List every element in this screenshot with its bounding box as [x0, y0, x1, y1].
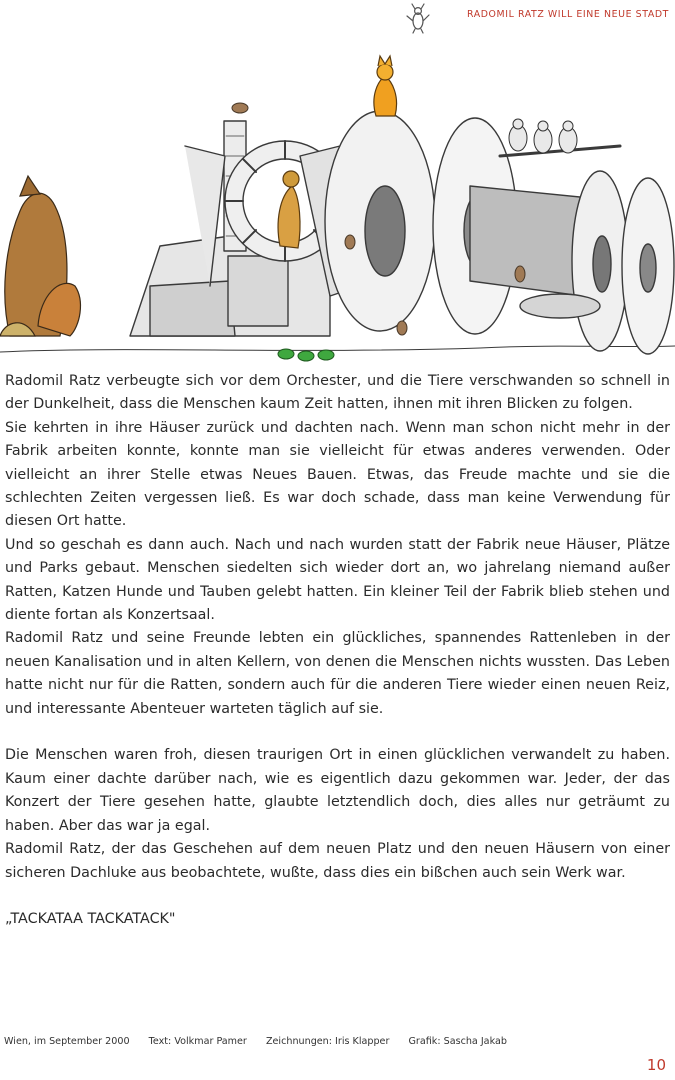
credit-place-date: Wien, im September 2000: [4, 1036, 130, 1047]
page-number: 10: [646, 1056, 666, 1074]
credits-line: [4, 1036, 523, 1047]
credit-drawings: Zeichnungen: Iris Klapper: [265, 1036, 390, 1047]
paragraph-gap: [5, 721, 670, 744]
paragraph-2: Sie kehrten in ihre Häuser zurück und dachten nach. Wenn man schon nicht mehr in der Fabrik arbeiten konnte, konnte man sie vielleicht für etwas anderes verwenden. Oder vielleicht an ihrer Stelle etwas Neues Bauen. Etwas, das Freude machte und sie die schlechten Zeiten vergessen ließ. Es war doch schade, dass man keine Verwendung für diesen Ort hatte.: [5, 419, 670, 530]
factory-ruins-animals-drawing: [0, 36, 675, 366]
paragraph-6: Radomil Ratz, der das Geschehen auf dem neuen Platz und den neuen Häusern von einer sicheren Dachluke aus beobachtete, wußte, dass dies ein bißchen auch sein Werk war.: [5, 841, 670, 881]
paragraph-3: Und so geschah es dann auch. Nach und nach wurden statt der Fabrik neue Häuser, Plätze und Parks gebaut. Menschen siedelten sich wieder dort an, wo jahrelang niemand außer Ratten, Katzen Hunde und Tauben gelebt hatten. Ein kleiner Teil der Fabrik blieb stehen und diente fortan als Konzertsaal.: [5, 536, 670, 624]
rat-logo-icon: [403, 2, 433, 34]
closing-sound: „TACKATAA TACKATACK": [5, 911, 176, 928]
paragraph-5: Die Menschen waren froh, diesen traurigen Ort in einen glücklichen verwandelt zu haben. Kaum einer dachte darüber nach, wie es eigentlich dazu gekommen war. Jeder, der das Konzert der Tiere gesehen hatte, glaubte letztendlich doch, dies alles nur geträumt zu haben. Aber das war ja egal.: [5, 747, 670, 834]
story-text: [5, 370, 670, 932]
paragraph-4: Radomil Ratz und seine Freunde lebten ein glückliches, spannendes Rattenleben in der neuen Kanalisation und in alten Kellern, von denen die Menschen nichts wussten. Das Leben hatte nicht nur für die Ratten, sondern auch für die anderen Tiere wieder einen neuen Reiz, und interessante Abenteuer warteten täglich auf sie.: [5, 630, 670, 717]
credit-text: Text: Volkmar Pamer: [148, 1036, 247, 1047]
paragraph-gap: [5, 885, 670, 908]
credit-graphics: Grafik: Sascha Jakab: [408, 1036, 507, 1047]
paragraph-1: Radomil Ratz verbeugte sich vor dem Orchester, und die Tiere verschwanden so schnell in der Dunkelheit, dass die Menschen kaum Zeit hatten, ihnen mit ihren Blicken zu folgen.: [5, 373, 670, 413]
running-title: RADOMIL RATZ WILL EINE NEUE STADT: [466, 9, 669, 20]
